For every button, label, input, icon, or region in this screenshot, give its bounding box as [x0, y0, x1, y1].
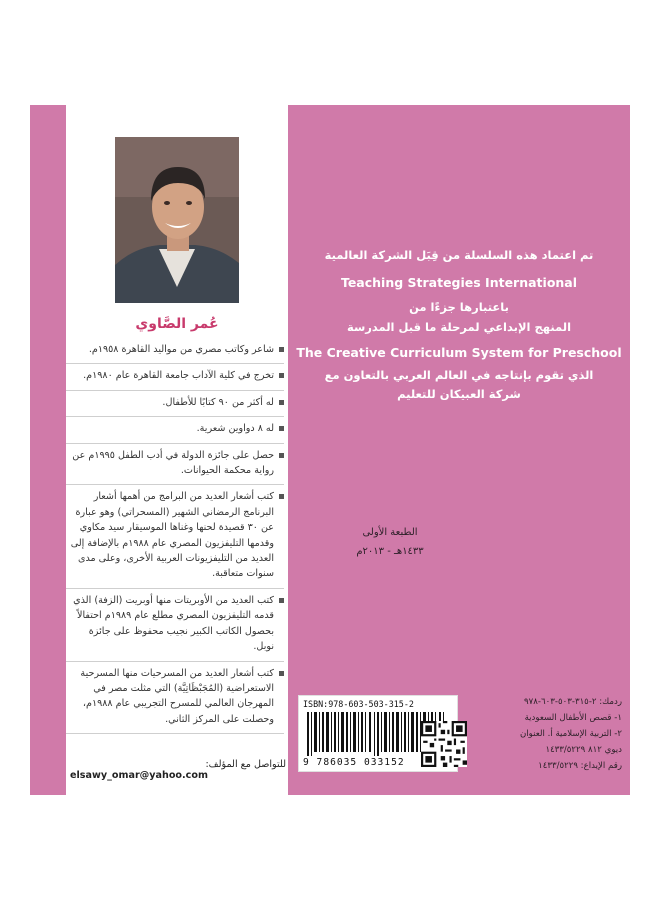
endorsement-line-3: باعتبارها جزءًا من: [409, 300, 509, 314]
bio-item: شاعر وكاتب مصري من مواليد القاهرة ١٩٥٨م.: [66, 338, 284, 364]
contact-label: للتواصل مع المؤلف:: [205, 759, 286, 770]
bio-item: كتب أشعار العديد من البرامج من أهمها أشعار البرنامج الرمضاني الشهير (المسحراتي) وهو عبارة عن ٣٠ قصيدة لحنها وغناها الموسيقار سيد مكاوي وقدمها التليفزيون المصري عام ١٩٨٨م بالإضافة إلى العديد من التليفزيونات العربية الأخرى، وعلى مدى سنوات متعاقبة.: [66, 485, 284, 588]
endorsement-line-7: شركة العبيكان للتعليم: [397, 387, 521, 401]
catalog-subject-2: ٢- التربية الإسلامية أ. العنوان: [519, 729, 622, 739]
bio-item: كتب العديد من الأوبريتات منها أوبريت (الزفة) الذي قدمه التليفزيون المصري مطلع عام ١٩٨٩م احتفالاً بحصول الكاتب الكبير نجيب محفوظ على جائزة نوبل.: [66, 589, 284, 662]
bio-item: تخرج في كلية الآداب جامعة القاهرة عام ١٩٨٠م.: [66, 364, 284, 390]
endorsement-line-4: المنهج الإبداعي لمرحلة ما قبل المدرسة: [346, 320, 572, 334]
catalog-deposit-number: رقم الإيداع: ١٤٣٣/٥٢٢٩: [538, 761, 622, 771]
barcode-number: 9 786035 033152: [303, 757, 405, 768]
contact-email-link[interactable]: elsawy_omar@yahoo.com: [70, 770, 208, 781]
curriculum-name: The Creative Curriculum System for Preschool: [296, 345, 622, 360]
author-name: عُمر الصَّاوي: [135, 316, 219, 332]
endorsement-line-6: الذي تقوم بإنتاجه في العالم العربي بالتعاون مع: [324, 368, 594, 382]
author-photo: [115, 137, 239, 303]
endorsement-org-name: Teaching Strategies International: [340, 275, 578, 290]
bio-item: له ٨ دواوين شعرية.: [66, 417, 284, 443]
catalog-subject-1: ١- قصص الأطفال السعودية: [524, 713, 622, 723]
bio-item: له أكثر من ٩٠ كتابًا للأطفال.: [66, 391, 284, 417]
author-bio-list: [66, 338, 284, 734]
cover-left-edge: [30, 105, 66, 795]
catalog-isbn-line: ردمك: ٢-٣١٥-٥٠٣-٦٠٣-٩٧٨: [524, 697, 622, 707]
isbn-text: ISBN:978-603-503-315-2: [303, 699, 414, 709]
endorsement-line-1: تم اعتماد هذه السلسلة من قِبَل الشركة العالمية: [324, 248, 594, 262]
qr-code-icon: [421, 721, 467, 767]
bio-item: حصل على جائزة الدولة في أدب الطفل ١٩٩٥م عن رواية محكمة الحيوانات.: [66, 444, 284, 486]
author-contact: [70, 759, 286, 781]
bio-item: كتب أشعار العديد من المسرحيات منها المسرحية الاستعراضية (المُجَبْظَاتِيَّة) التي مثلت مصر في المهرجان العالمي للمسرح التجريبي عام ١٩٨٨م، وحصلت على المركز الثاني.: [66, 662, 284, 735]
edition-label: الطبعة الأولى: [362, 527, 418, 538]
catalog-dewey: ديوي ٨١٢ ١٤٣٣/٥٢٢٩: [545, 745, 622, 755]
edition-year: ١٤٣٣هـ - ٢٠١٣م: [356, 546, 424, 557]
back-cover-panel: [288, 105, 630, 795]
